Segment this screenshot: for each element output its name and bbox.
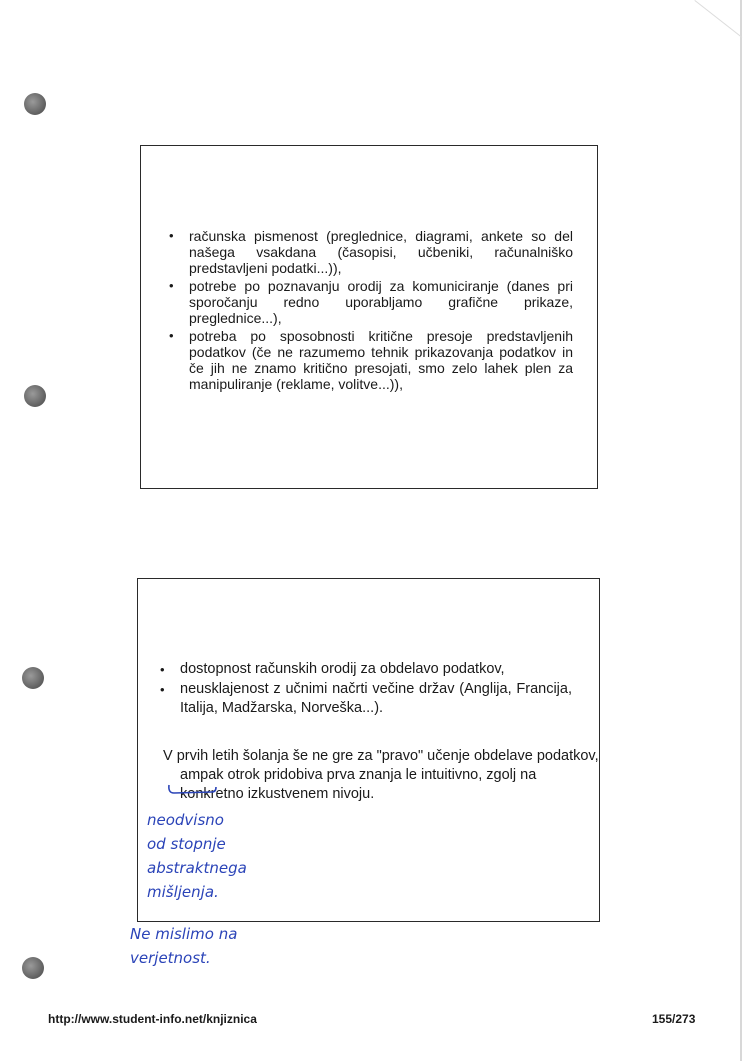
slide-2-paragraph: V prvih letih šolanja še ne gre za "pravo" učenje obdelave podatkov, ampak otrok pridobiva prva znanja le intuitivno, zgolj na konkretno izkustvenem nivoju. <box>163 748 599 802</box>
punch-hole <box>22 667 44 689</box>
handwritten-note-1: neodvisno od stopnje abstraktnega mišljenja. <box>147 811 247 901</box>
footer-url: http://www.student-info.net/knjiznica <box>48 1012 257 1026</box>
punch-hole <box>24 385 46 407</box>
bullet-item: • računska pismenost (preglednice, diagrami, ankete so del našega vsakdana (časopisi, učbeniki, računalniško predstavljeni podatki...)), <box>167 228 573 276</box>
bullet-item: • neusklajenost z učnimi načrti večine držav (Anglija, Francija, Italija, Madžarska, Norveška...). <box>158 680 572 718</box>
bullet-item: • dostopnost računskih orodij za obdelavo podatkov, <box>158 660 572 679</box>
slide-1 <box>140 145 598 489</box>
bullet-item: • potrebe po poznavanju orodij za komuniciranje (danes pri sporočanju redno uporabljamo grafične prikaze, preglednice...), <box>167 278 573 326</box>
footer-page-number: 155/273 <box>652 1012 696 1026</box>
slide-1-bullet-list <box>167 228 573 394</box>
slide-2-bullet-list <box>158 660 572 719</box>
handwritten-underline-mark <box>166 783 218 797</box>
handwritten-note-2: Ne mislimo na verjetnost. <box>130 925 238 967</box>
bullet-item: • potreba po sposobnosti kritične presoje predstavljenih podatkov (če ne razumemo tehnik prikazovanja podatkov in če jih ne znamo kritično presojati, smo zelo lahek plen za manipuliranje (reklame, volitve...)), <box>167 328 573 392</box>
punch-hole <box>22 957 44 979</box>
punch-hole <box>24 93 46 115</box>
